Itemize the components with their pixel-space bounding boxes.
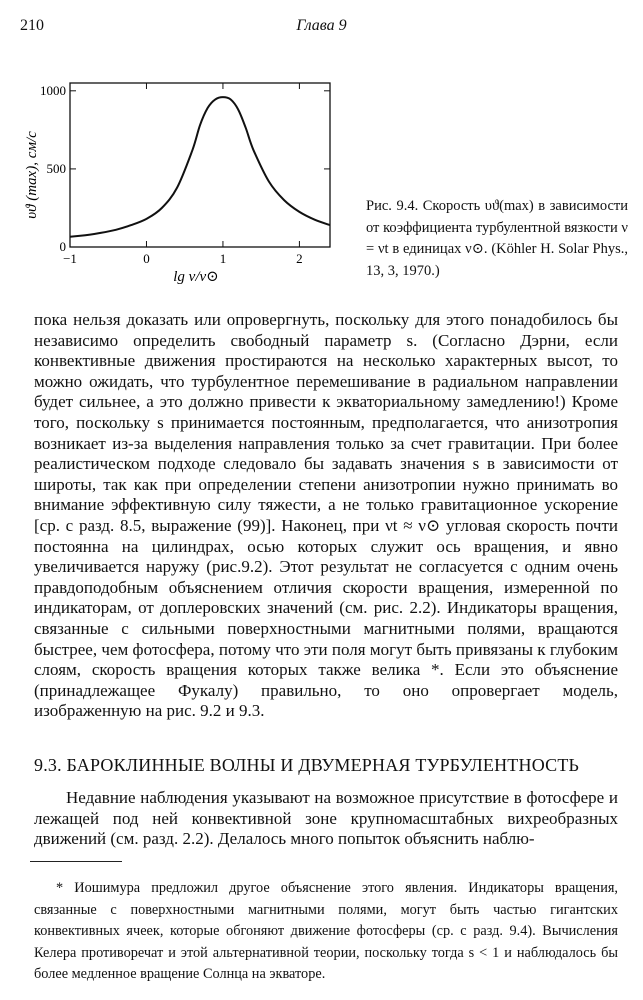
series-line bbox=[70, 97, 330, 237]
y-tick-label: 0 bbox=[59, 239, 66, 254]
footnote: * Иошимура предложил другое объяснение этого явления. Индикаторы вращения, связанные с поверхностными магнитными полями, могут быть частью гигантских конвективных ячеек, которые обгоняют движение фотосферы (ср. с разд. 9.4). Вычисления Келера противоречат и этой альтернативной теории, поскольку тогда s < 1 и наблюдалось бы более медленное вращение Солнца на экваторе. bbox=[34, 880, 618, 983]
body-paragraph-2: Недавние наблюдения указывают на возможное присутствие в фотосфере и лежащей под ней конвективной зоне крупномасштабных вихреобразных движений (см. разд. 2.2). Делалось много попыток объяснить наблю- bbox=[34, 788, 618, 849]
x-tick-label: 2 bbox=[296, 251, 303, 266]
body-paragraph-1: пока нельзя доказать или опровергнуть, поскольку для этого понадобилось бы независимо определить свободный параметр s. (Согласно Дэрни, если конвективные движения простираются на несколько характерных высот, то можно ожидать, что турбулентное перемешивание в радиальном направлении будет сильнее, а это должно привести к экваториальному замедлению!) Кроме того, поскольку s принимается постоянным, предполагается, что анизотропия возникает из-за выделения направления только за счет гравитации. При более реалистическом подходе следовало бы задавать значения s в зависимости от широты, так как при определении степени анизотропии нужно принимать во внимание эффективную силу тяжести, а не только гравитационное ускорение [ср. с разд. 8.5, выражение (99)]. Наконец, при νt ≈ ν⊙ угловая скорость почти постоянна на цилиндрах, осью которых служит ось вращения, и явно увеличивается наружу (рис.9.2). Этот результат не согласуется с одним очень правдоподобным объяснением отличия скорости вращения, измеренной по индикаторам, от доплеровских значений (см. рис. 2.2). Индикаторы вращения, связанные с сильными поверхностными магнитными полями, вращаются быстрее, чем фотосфера, потому что эти поля могут быть привязаны к глубоким слоям, скорость вращения которых также велика *. Если это объяснение (принадлежащее Фукалу) правильно, то оно опровергает модель, изображенную на рис. 9.2 и 9.3. bbox=[34, 310, 618, 721]
x-tick-label: 0 bbox=[143, 251, 150, 266]
figure-9-4-chart bbox=[12, 75, 342, 285]
y-axis-label: υϑ (max), см/с bbox=[24, 131, 40, 219]
page-number: 210 bbox=[20, 17, 44, 34]
footnote-divider bbox=[30, 861, 122, 862]
y-tick-label: 1000 bbox=[40, 82, 66, 98]
plot-frame bbox=[70, 83, 330, 247]
section-heading: 9.3. БАРОКЛИННЫЕ ВОЛНЫ И ДВУМЕРНАЯ ТУРБУЛЕНТНОСТЬ bbox=[34, 755, 580, 775]
figure-caption: Рис. 9.4. Скорость υϑ(max) в зависимости от коэффициента турбулентной вязкости ν = νt в единицах ν⊙. (Köhler H. Solar Phys., 13, 3, 1970.) bbox=[366, 198, 628, 279]
y-tick-label: 500 bbox=[46, 160, 66, 176]
x-axis-label: lg ν/ν⊙ bbox=[173, 269, 219, 285]
x-tick-label: 1 bbox=[219, 251, 227, 266]
x-tick-label: −1 bbox=[63, 251, 77, 266]
running-head: Глава 9 bbox=[296, 17, 347, 34]
